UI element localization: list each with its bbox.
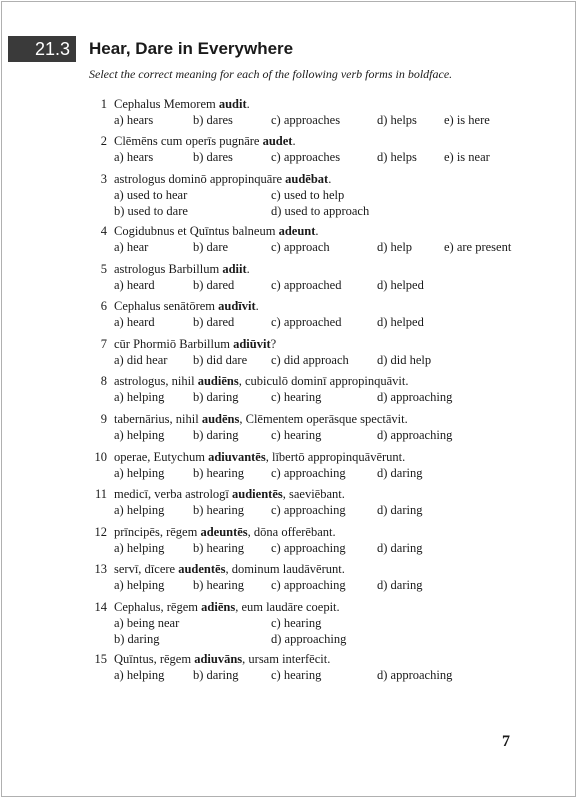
option-d[interactable]: d) helped (377, 315, 424, 329)
question-12 (93, 524, 563, 556)
option-a[interactable]: a) heard (114, 278, 155, 292)
question-text: astrologus dominō appropinquāre audēbat. (114, 172, 332, 186)
option-d[interactable]: d) helped (377, 278, 424, 292)
question-number: 6 (100, 299, 107, 313)
option-e[interactable]: e) are present (444, 240, 512, 254)
verb-form: audīvit (218, 299, 256, 313)
options (93, 149, 563, 165)
question-number: 9 (100, 412, 107, 426)
question-text: operae, Eutychum adiuvantēs, lībertō appropinquāvērunt. (114, 450, 406, 464)
section-title: Hear, Dare in Everywhere (89, 39, 294, 58)
option-d[interactable]: d) used to approach (271, 204, 370, 218)
question-text: Clēmēns cum operīs pugnāre audet. (114, 134, 296, 148)
option-c[interactable]: c) approach (271, 240, 330, 254)
question-5 (93, 261, 563, 293)
option-a[interactable]: a) helping (114, 503, 165, 517)
option-b[interactable]: b) dares (193, 113, 233, 127)
question-text: Quīntus, rēgem adiuvāns, ursam interfēcit. (114, 652, 331, 666)
question-6 (93, 298, 563, 330)
options (93, 577, 563, 593)
question-number: 1 (100, 97, 107, 111)
option-c[interactable]: c) approaching (271, 503, 346, 517)
option-b[interactable]: b) daring (193, 668, 239, 682)
verb-form: adiuvantēs (208, 450, 266, 464)
option-a[interactable]: a) helping (114, 390, 165, 404)
option-b[interactable]: b) hearing (193, 503, 245, 517)
option-a[interactable]: a) helping (114, 466, 165, 480)
verb-form: audientēs (232, 487, 283, 501)
verb-form: adiit (222, 262, 247, 276)
question-number: 5 (100, 262, 107, 276)
option-a[interactable]: a) did hear (114, 353, 168, 367)
question-number: 14 (94, 600, 107, 614)
option-a[interactable]: a) being near (114, 616, 180, 630)
verb-form: adiuvāns (194, 652, 243, 666)
question-1 (93, 96, 563, 128)
verb-form: audet (262, 134, 293, 148)
option-d[interactable]: d) daring (377, 578, 423, 592)
question-4 (93, 223, 563, 255)
option-b[interactable]: b) daring (114, 632, 160, 646)
instruction: Select the correct meaning for each of the following verb forms in boldface. (89, 67, 453, 81)
options (93, 465, 563, 481)
option-d[interactable]: d) help (377, 240, 413, 254)
options (93, 540, 563, 556)
option-b[interactable]: b) did dare (193, 353, 248, 367)
question-text: medicī, verba astrologī audientēs, saeviēbant. (114, 487, 345, 501)
option-c[interactable]: c) approached (271, 315, 342, 329)
option-b[interactable]: b) dared (193, 315, 235, 329)
option-c[interactable]: c) hearing (271, 668, 322, 682)
option-b[interactable]: b) dare (193, 240, 229, 254)
option-d[interactable]: d) approaching (377, 668, 453, 682)
options-row-1 (93, 615, 563, 631)
option-c[interactable]: c) did approach (271, 353, 349, 367)
option-d[interactable]: d) did help (377, 353, 432, 367)
option-d[interactable]: d) helps (377, 150, 417, 164)
question-text: Cephalus Memorem audit. (114, 97, 250, 111)
options (93, 667, 563, 683)
question-text: Cogidubnus et Quīntus balneum adeunt. (114, 224, 319, 238)
option-c[interactable]: c) approaches (271, 150, 341, 164)
question-number: 10 (94, 450, 107, 464)
verb-form: audēns (201, 412, 240, 426)
option-b[interactable]: b) hearing (193, 578, 245, 592)
option-b[interactable]: b) daring (193, 390, 239, 404)
option-a[interactable]: a) helping (114, 428, 165, 442)
question-text: cūr Phormiō Barbillum adiūvit? (114, 337, 277, 351)
question-number: 11 (94, 487, 107, 501)
question-7 (93, 336, 563, 368)
option-a[interactable]: a) helping (114, 668, 165, 682)
question-number: 8 (100, 374, 107, 388)
question-8 (93, 373, 563, 405)
section-number: 21.3 (8, 36, 76, 62)
verb-form: audiēns (197, 374, 239, 388)
question-number: 2 (100, 134, 107, 148)
question-11 (93, 486, 563, 518)
question-text: servī, dīcere audentēs, dominum laudāvērunt. (114, 562, 345, 576)
options (93, 389, 563, 405)
option-d[interactable]: d) daring (377, 541, 423, 555)
page-number: 7 (502, 733, 510, 750)
question-13 (93, 561, 563, 593)
option-a[interactable]: a) helping (114, 541, 165, 555)
option-b[interactable]: b) daring (193, 428, 239, 442)
options-row-2 (93, 631, 563, 647)
verb-form: adiēns (201, 600, 236, 614)
option-d[interactable]: d) approaching (271, 632, 347, 646)
verb-form: adeunt (278, 224, 316, 238)
option-d[interactable]: d) helps (377, 113, 417, 127)
option-a[interactable]: a) hears (114, 113, 154, 127)
question-text: Cephalus senātōrem audīvit. (114, 299, 259, 313)
options-row-2 (93, 203, 563, 219)
question-9 (93, 411, 563, 443)
question-number: 15 (94, 652, 107, 666)
option-c[interactable]: c) hearing (271, 428, 322, 442)
option-b[interactable]: b) dares (193, 150, 233, 164)
question-text: Cephalus, rēgem adiēns, eum laudāre coepit. (114, 600, 340, 614)
options (93, 502, 563, 518)
question-text: tabernārius, nihil audēns, Clēmentem operāsque spectāvit. (114, 412, 408, 426)
question-14 (93, 599, 563, 647)
question-number: 13 (94, 562, 107, 576)
option-b[interactable]: b) used to dare (114, 204, 188, 218)
option-c[interactable]: c) approaches (271, 113, 341, 127)
option-e[interactable]: e) is near (444, 150, 490, 164)
verb-form: adeuntēs (200, 525, 248, 539)
option-a[interactable]: a) hear (114, 240, 149, 254)
options (93, 239, 563, 255)
verb-form: audēbat (285, 172, 329, 186)
option-b[interactable]: b) dared (193, 278, 235, 292)
option-c[interactable]: c) approaching (271, 466, 346, 480)
options (93, 314, 563, 330)
option-c[interactable]: c) hearing (271, 390, 322, 404)
verb-form: audit (218, 97, 247, 111)
question-number: 4 (100, 224, 107, 238)
option-d[interactable]: d) daring (377, 503, 423, 517)
question-number: 12 (94, 525, 107, 539)
option-c[interactable]: c) hearing (271, 616, 322, 630)
question-number: 7 (100, 337, 107, 351)
options (93, 112, 563, 128)
question-10 (93, 449, 563, 481)
option-a[interactable]: a) heard (114, 315, 155, 329)
verb-form: audentēs (178, 562, 226, 576)
question-text: astrologus, nihil audiēns, cubiculō dominī appropinquāvit. (114, 374, 409, 388)
options (93, 277, 563, 293)
option-b[interactable]: b) hearing (193, 466, 245, 480)
question-text: prīncipēs, rēgem adeuntēs, dōna offerēbant. (114, 525, 336, 539)
option-d[interactable]: d) approaching (377, 390, 453, 404)
option-c[interactable]: c) approaching (271, 541, 346, 555)
option-a[interactable]: a) helping (114, 578, 165, 592)
option-a[interactable]: a) hears (114, 150, 154, 164)
option-b[interactable]: b) hearing (193, 541, 245, 555)
option-d[interactable]: d) daring (377, 466, 423, 480)
option-c[interactable]: c) approached (271, 278, 342, 292)
question-15 (93, 651, 563, 683)
option-d[interactable]: d) approaching (377, 428, 453, 442)
option-c[interactable]: c) approaching (271, 578, 346, 592)
options-row-1 (93, 187, 563, 203)
options (93, 352, 563, 368)
options (93, 427, 563, 443)
question-text: astrologus Barbillum adiit. (114, 262, 250, 276)
option-a[interactable]: a) used to hear (114, 188, 188, 202)
question-3 (93, 171, 563, 219)
option-c[interactable]: c) used to help (271, 188, 345, 202)
question-2 (93, 133, 563, 165)
question-number: 3 (100, 172, 107, 186)
option-e[interactable]: e) is here (444, 113, 490, 127)
verb-form: adiūvit (233, 337, 271, 351)
